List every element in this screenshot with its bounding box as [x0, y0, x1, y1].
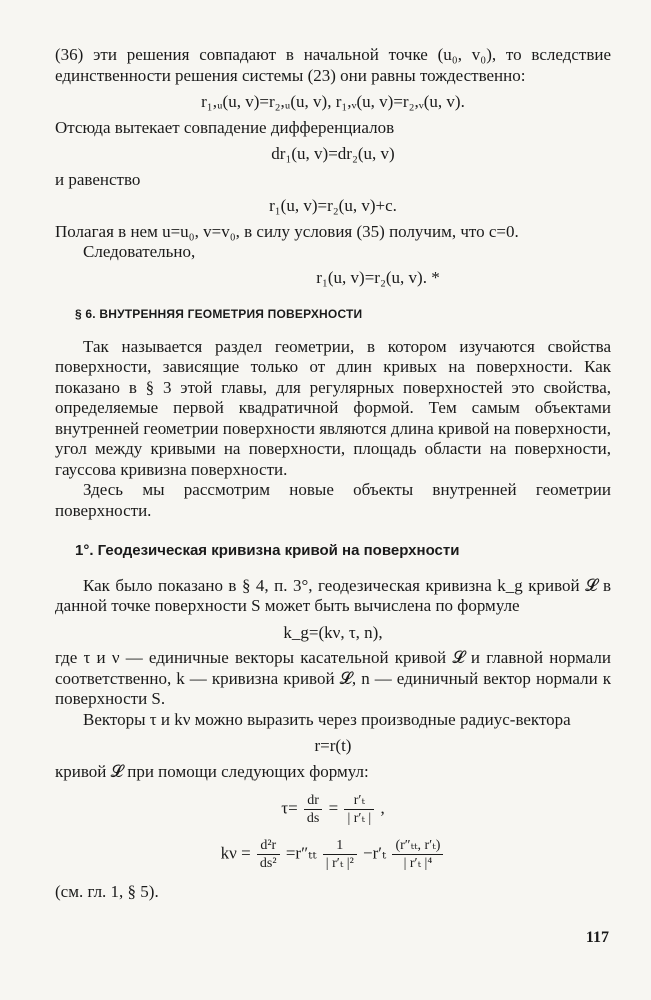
equation-geodesic-curvature: k_g=(kν, τ, n), [283, 622, 383, 642]
paragraph-vectors: где τ и ν — единичные векторы касательной кривой 𝓛 и главной нормали соответственно, k — кривизна кривой 𝓛, n — единичный вектор нормали к поверхности S. [55, 648, 611, 708]
subsection-title: 1°. Геодезическая кривизна кривой на поверхности [75, 542, 460, 559]
section-title: § 6. ВНУТРЕННЯЯ ГЕОМЕТРИЯ ПОВЕРХНОСТИ [75, 307, 363, 321]
page-content [55, 45, 611, 903]
paragraph-formulas: кривой 𝓛 при помощи следующих формул: [55, 761, 369, 781]
equation-tau: τ= $\frac{dr}{ds}$ = $\frac{\text{r′ₜ}}{\text{| r′ₜ |}}$ , [281, 793, 385, 826]
page-number: 117 [585, 929, 609, 946]
equation-radius-vector: r=r(t) [314, 736, 352, 755]
paragraph-new-objects: Здесь мы рассмотрим новые объекты внутренней геометрии поверхности. [55, 480, 611, 520]
equation-partials: r₁,ᵤ(u, v)=r₂,ᵤ(u, v), r₁,ᵥ(u, v)=r₂,ᵥ(u, v). [201, 92, 465, 111]
equation-differentials: dr₁(u, v)=dr₂(u, v) [271, 144, 395, 163]
paragraph-differentials: Отсюда вытекает совпадение дифференциалов [55, 117, 395, 137]
equation-k-nu: kν = $\frac{\text{d²r}}{\text{ds²}}$ =r″ₜₜ $\frac{1}{\text{| r′ₜ |²}}$ −r′ₜ $\frac{\text{(r″ₜₜ, r′ₜ)}}{\text{| r′ₜ |⁴}}$ [55, 837, 611, 872]
paragraph-initial-condition: Полагая в нем u=u₀, v=v₀, в силу условия (35) получим, что c=0. [55, 221, 519, 241]
paragraph-therefore: Следовательно, [83, 242, 196, 261]
paragraph-definition: Так называется раздел геометрии, в котором изучаются свойства поверхности, зависящие только от длин кривых на поверхности. Как показано в § 3 этой главы, для регулярных поверхностей это свойства, определяемые первой квадратичной формой. Тем самым объектами внутренней геометрии поверхности являются длина кривой на поверхности, угол между кривыми на поверхности, площадь области на поверхности, гауссова кривизна поверхности. [55, 336, 611, 479]
paragraph-express: Векторы τ и kν можно выразить через производные радиус-вектора [83, 709, 571, 729]
paragraph-intro: (36) эти решения совпадают в начальной точке (u₀, v₀), то вследствие единственности решения системы (23) они равны тождественно: [55, 45, 611, 85]
paragraph-reference: (см. гл. 1, § 5). [55, 882, 159, 901]
equation-equality: r₁(u, v)=r₂(u, v)+c. [269, 196, 397, 215]
paragraph-equality: и равенство [55, 169, 141, 189]
equation-result: r₁(u, v)=r₂(u, v). * [316, 267, 440, 287]
paragraph-geodesic: Как было показано в § 4, п. 3°, геодезическая кривизна k_g кривой 𝓛 в данной точке поверхности S может быть вычислена по формуле [55, 575, 611, 615]
